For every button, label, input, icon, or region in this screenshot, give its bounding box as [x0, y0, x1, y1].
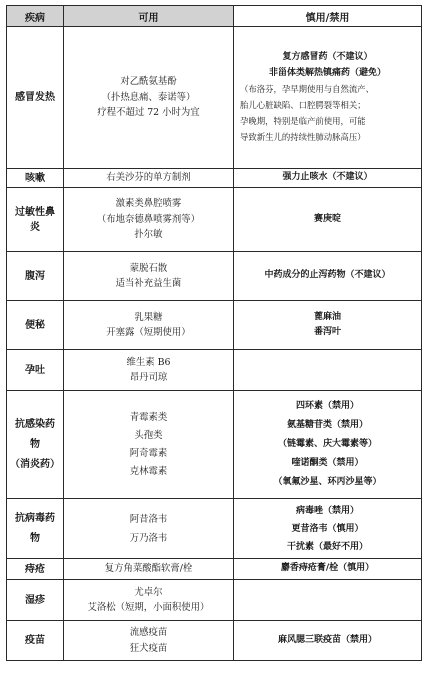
banned-cold-note-3: 孕晚期，特别是临产前使用，可能 — [240, 115, 366, 126]
banned-antibacterial-3: （链霉素、庆大霉素等） — [277, 439, 377, 449]
disease-antiviral-2: 物 — [30, 533, 40, 544]
banned-cough — [234, 169, 422, 188]
usable-vaccine-2: 狂犬疫苗 — [129, 642, 168, 654]
medication-table — [6, 5, 422, 661]
usable-diarrhea-2: 适当补充益生菌 — [115, 278, 182, 289]
disease-hemorrhoids: 痔疮 — [7, 559, 64, 580]
banned-rhinitis — [234, 188, 422, 252]
disease-antibacterial-2: 物 — [30, 439, 40, 450]
table-row-cold — [7, 27, 422, 169]
usable-cold — [64, 27, 234, 169]
disease-vomit: 孕吐 — [7, 350, 64, 391]
disease-antibacterial-3: （消炎药） — [10, 459, 60, 470]
disease-constipation: 便秘 — [7, 301, 64, 350]
banned-cold-1: 复方感冒药（不建议） — [282, 52, 373, 63]
table-header-row — [7, 6, 422, 27]
banned-vaccine-1: 麻风腮三联疫苗（禁用） — [277, 634, 377, 645]
banned-antiviral-3: 干扰素（最好不用） — [286, 541, 368, 552]
banned-antibacterial-4: 喹诺酮类（禁用） — [291, 458, 364, 468]
usable-constipation-1: 乳果糖 — [134, 311, 163, 323]
disease-vaccine: 疫苗 — [7, 621, 64, 661]
table-row-vaccine — [7, 621, 422, 661]
disease-antiviral — [7, 499, 64, 559]
usable-cough-1: 右美沙芬的单方制剂 — [106, 172, 191, 184]
table-row-diarrhea — [7, 252, 422, 301]
usable-constipation — [64, 301, 234, 350]
banned-hemorrhoids-1: 麝香痔疮膏/栓（慎用） — [280, 563, 375, 574]
banned-rhinitis-1: 赛庚啶 — [313, 213, 341, 224]
usable-rhinitis-3: 扑尔敏 — [134, 229, 163, 241]
usable-antibacterial-4: 克林霉素 — [129, 465, 168, 477]
banned-antibacterial-2: 氨基糖苷类（禁用） — [286, 420, 368, 430]
banned-antibacterial-1: 四环素（禁用） — [295, 401, 359, 411]
usable-antiviral-1: 阿昔洛韦 — [129, 513, 168, 525]
table-row-rhinitis — [7, 188, 422, 252]
banned-cold-note-4: 导致新生儿的持续性肺动脉高压） — [240, 131, 366, 142]
banned-diarrhea — [234, 252, 422, 301]
disease-diarrhea: 腹泻 — [7, 252, 64, 301]
disease-antiviral-1: 抗病毒药 — [15, 513, 55, 524]
usable-vaccine-1: 流感疫苗 — [129, 627, 168, 639]
banned-diarrhea-1: 中药成分的止泻药物（不建议） — [264, 270, 391, 281]
usable-vomit-1: 维生素 B6 — [126, 356, 171, 368]
usable-hemorrhoids — [64, 559, 234, 580]
usable-rhinitis-2: （布地奈德鼻喷雾剂等） — [96, 213, 201, 225]
usable-hemorrhoids-1: 复方角菜酸酯软膏/栓 — [104, 563, 193, 575]
disease-rhinitis-1: 过敏性鼻 — [15, 206, 55, 218]
usable-cold-1: 对乙酰氨基酚 — [120, 76, 177, 88]
banned-antiviral — [234, 499, 422, 559]
usable-cold-2: （扑热息痛、泰诺等） — [101, 91, 196, 103]
usable-antibacterial-1: 青霉素类 — [129, 411, 168, 423]
banned-constipation-2: 番泻叶 — [313, 327, 341, 337]
banned-cough-1: 强力止咳水（不建议） — [282, 172, 373, 183]
disease-antibacterial — [7, 391, 64, 499]
usable-diarrhea-1: 蒙脱石散 — [129, 262, 168, 274]
banned-antiviral-1: 病毒唑（禁用） — [295, 505, 359, 516]
header-usable: 可用 — [64, 6, 234, 27]
table-row-eczema — [7, 580, 422, 621]
usable-constipation-2: 开塞露（短期使用） — [106, 327, 191, 338]
usable-antiviral — [64, 499, 234, 559]
banned-cold-note-2: 胎儿心脏缺陷、口腔腭裂等相关； — [240, 99, 366, 110]
disease-antibacterial-1: 抗感染药 — [15, 419, 55, 430]
usable-rhinitis — [64, 188, 234, 252]
usable-eczema-2: 艾洛松（短期，小面积使用） — [87, 602, 210, 613]
banned-antibacterial — [234, 391, 422, 499]
banned-cold-note-1: （布洛芬，孕早期使用与自然流产、 — [240, 83, 374, 94]
banned-eczema — [234, 580, 422, 621]
banned-cold-2: 非甾体类解热镇痛药（避免） — [268, 67, 386, 78]
banned-vomit — [234, 350, 422, 391]
usable-vomit — [64, 350, 234, 391]
banned-antibacterial-5: （氧氟沙星、环丙沙星等） — [273, 477, 382, 487]
disease-eczema: 湿疹 — [7, 580, 64, 621]
usable-antibacterial — [64, 391, 234, 499]
header-banned: 慎用/禁用 — [234, 6, 422, 27]
usable-vomit-2: 昂丹司琼 — [129, 372, 168, 383]
usable-diarrhea — [64, 252, 234, 301]
table-row-hemorrhoids — [7, 559, 422, 580]
usable-antibacterial-3: 阿奇霉素 — [129, 447, 168, 459]
table-row-vomit — [7, 350, 422, 391]
table-row-antiviral — [7, 499, 422, 559]
disease-rhinitis — [7, 188, 64, 252]
usable-vaccine — [64, 621, 234, 661]
table-row-cough — [7, 169, 422, 188]
header-disease: 疾病 — [7, 6, 64, 27]
banned-constipation-1: 蓖麻油 — [313, 311, 341, 322]
table-row-constipation — [7, 301, 422, 350]
banned-hemorrhoids — [234, 559, 422, 580]
disease-rhinitis-2: 炎 — [30, 221, 40, 233]
usable-antiviral-2: 万乃洛韦 — [129, 532, 168, 544]
usable-eczema-1: 尤卓尔 — [134, 586, 163, 598]
usable-antibacterial-2: 头孢类 — [134, 429, 163, 441]
usable-rhinitis-1: 激素类鼻腔喷雾 — [115, 198, 182, 210]
usable-eczema — [64, 580, 234, 621]
usable-cough — [64, 169, 234, 188]
disease-cold: 感冒发热 — [7, 27, 64, 169]
banned-constipation — [234, 301, 422, 350]
banned-antiviral-2: 更昔洛韦（慎用） — [291, 523, 364, 534]
banned-vaccine — [234, 621, 422, 661]
disease-cough: 咳嗽 — [7, 169, 64, 188]
banned-cold — [234, 27, 422, 169]
usable-cold-3: 疗程不超过 72 小时为宜 — [97, 107, 200, 119]
table-row-antibacterial — [7, 391, 422, 499]
